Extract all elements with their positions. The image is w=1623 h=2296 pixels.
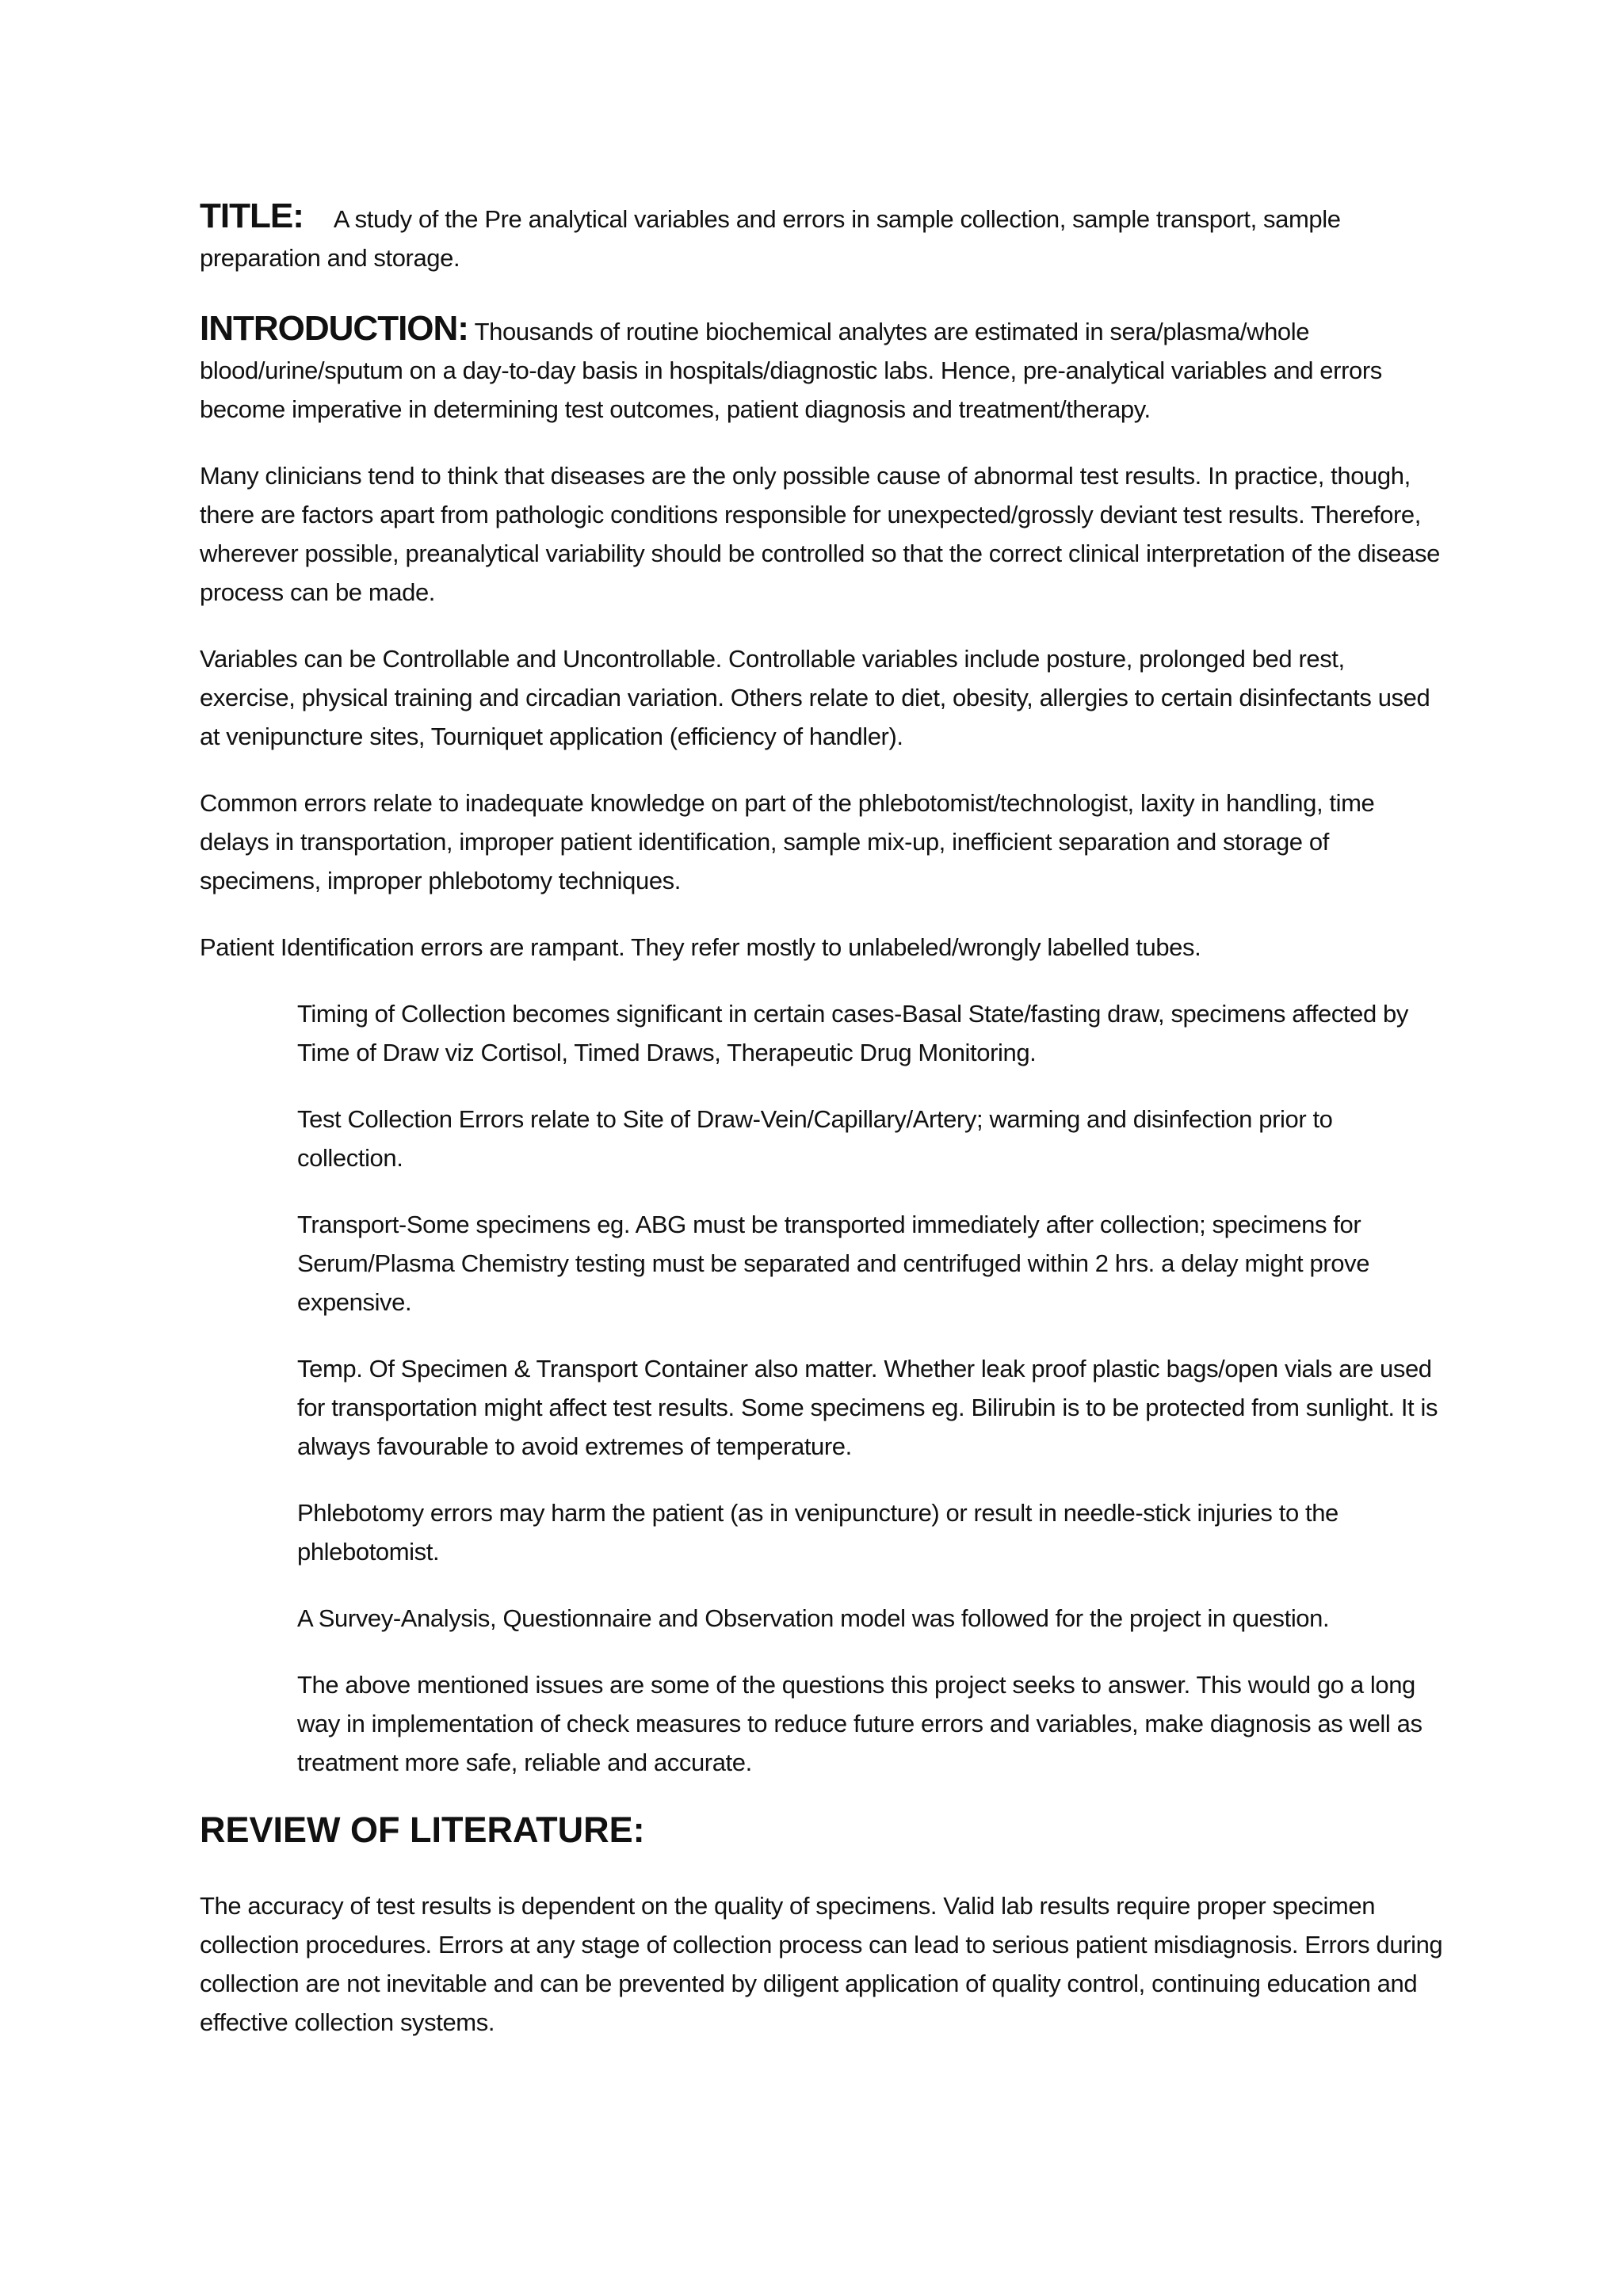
review-paragraph: The accuracy of test results is dependent on the quality of specimens. Valid lab results require proper specimen collection procedures. Errors at any stage of collection process can lead to serious patient misdiagnosis. Errors during collection are not inevitable and can be prevented by diligent application of quality control, continuing education and effective collection systems.	[200, 1892, 1443, 2036]
indented-paragraph-timing: Timing of Collection becomes significant in certain cases-Basal State/fasting draw, specimens affected by Time of Draw viz Cortisol, Timed Draws, Therapeutic Drug Monitoring.	[297, 1000, 1408, 1066]
indented-paragraph-temperature: Temp. Of Specimen & Transport Container also matter. Whether leak proof plastic bags/open vials are used for transportation might affect test results. Some specimens eg. Bilirubin is to be protected from sunlight. It is always favourable to avoid extremes of temperature.	[297, 1355, 1438, 1460]
introduction-text: Thousands of routine biochemical analytes are estimated in sera/plasma/whole blood/urine/sputum on a day-to-day basis in hospitals/diagnostic labs. Hence, pre-analytical variables and errors become imperative in determining test outcomes, patient diagnosis and treatment/therapy.	[200, 318, 1382, 423]
paragraph-variables: Variables can be Controllable and Uncontrollable. Controllable variables include posture, prolonged bed rest, exercise, physical training and circadian variation. Others relate to diet, obesity, allergies to certain disinfectants used at venipuncture sites, Tourniquet application (efficiency of handler).	[200, 645, 1430, 750]
indented-paragraph-phlebotomy: Phlebotomy errors may harm the patient (as in venipuncture) or result in needle-stick injuries to the phlebotomist.	[297, 1499, 1338, 1566]
indented-paragraph-transport: Transport-Some specimens eg. ABG must be transported immediately after collection; specimens for Serum/Plasma Chemistry testing must be separated and centrifuged within 2 hrs. a delay might prove expensive.	[297, 1211, 1370, 1316]
review-heading: REVIEW OF LITERATURE:	[200, 1810, 645, 1850]
indented-paragraph-issues: The above mentioned issues are some of the questions this project seeks to answer. This would go a long way in implementation of check measures to reduce future errors and variables, make diagnosis as well as treatment more safe, reliable and accurate.	[297, 1671, 1423, 1776]
title-paragraph	[200, 196, 1444, 277]
introduction-label: INTRODUCTION:	[200, 309, 468, 348]
paragraph-clinicians: Many clinicians tend to think that diseases are the only possible cause of abnormal test results. In practice, though, there are factors apart from pathologic conditions responsible for unexpected/grossly deviant test results. Therefore, wherever possible, preanalytical variability should be controlled so that the correct clinical interpretation of the disease process can be made.	[200, 462, 1440, 606]
title-text: A study of the Pre analytical variables and errors in sample collection, sample transport, sample preparation and storage.	[200, 205, 1341, 272]
title-label: TITLE:	[200, 196, 304, 235]
indented-paragraph-test-collection: Test Collection Errors relate to Site of Draw-Vein/Capillary/Artery; warming and disinfection prior to collection.	[297, 1105, 1333, 1172]
paragraph-patient-identification: Patient Identification errors are rampant. They refer mostly to unlabeled/wrongly labelled tubes.	[200, 933, 1201, 961]
paragraph-common-errors: Common errors relate to inadequate knowledge on part of the phlebotomist/technologist, laxity in handling, time delays in transportation, improper patient identification, sample mix-up, inefficient separation and storage of specimens, improper phlebotomy techniques.	[200, 789, 1375, 894]
indented-paragraph-survey: A Survey-Analysis, Questionnaire and Observation model was followed for the project in question.	[297, 1604, 1330, 1632]
document-body	[200, 196, 1444, 2069]
introduction-paragraph	[200, 309, 1444, 429]
